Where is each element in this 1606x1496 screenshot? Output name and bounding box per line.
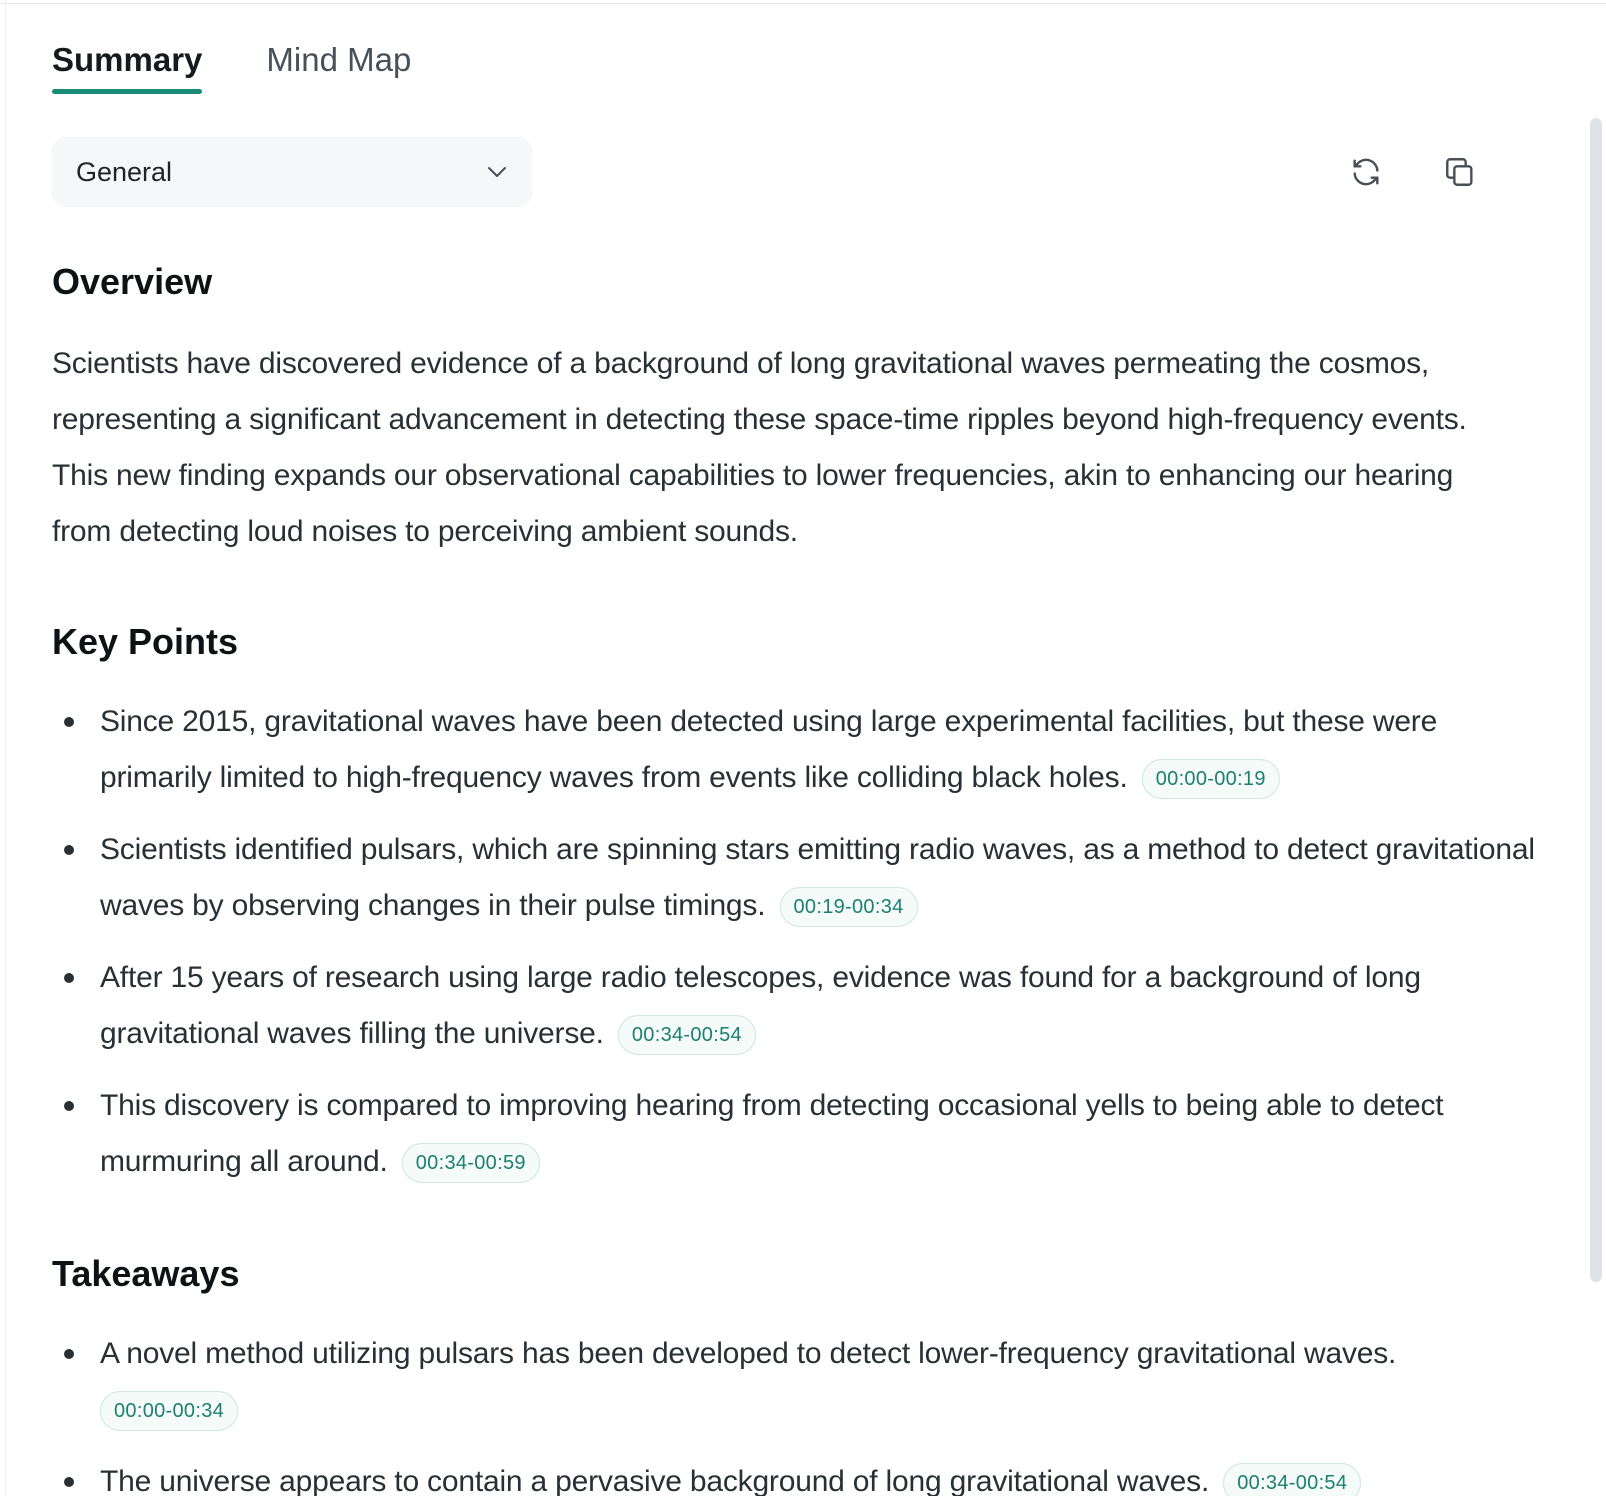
- key-point-item: [52, 822, 1542, 934]
- takeaway-text: The universe appears to contain a pervasive background of long gravitational waves.: [100, 1465, 1210, 1496]
- tab-summary[interactable]: Summary: [52, 36, 202, 96]
- regenerate-button[interactable]: [1346, 152, 1386, 192]
- bullet-icon: [64, 973, 74, 983]
- bullet-icon: [64, 845, 74, 855]
- takeaways-list: [52, 1326, 1542, 1496]
- bullet-icon: [64, 1101, 74, 1111]
- copy-icon: [1443, 155, 1477, 189]
- key-point-item: [52, 694, 1542, 806]
- takeaway-item: [52, 1326, 1542, 1438]
- key-point-text: Scientists identified pulsars, which are spinning stars emitting radio waves, as a method to detect gravitational waves by observing changes in their pulse timings.: [100, 833, 1535, 922]
- top-divider: [0, 0, 1606, 4]
- timestamp-chip[interactable]: 00:34-00:59: [402, 1143, 540, 1183]
- scrollbar-thumb[interactable]: [1590, 118, 1602, 1282]
- summary-type-select[interactable]: [52, 137, 532, 207]
- refresh-icon: [1349, 155, 1383, 189]
- key-point-text: This discovery is compared to improving hearing from detecting occasional yells to being able to detect murmuring all around.: [100, 1089, 1444, 1178]
- overview-heading: Overview: [52, 261, 213, 302]
- bullet-icon: [64, 1477, 74, 1487]
- key-point-text: After 15 years of research using large radio telescopes, evidence was found for a background of long gravitational waves filling the universe.: [100, 961, 1421, 1050]
- takeaways-heading: Takeaways: [52, 1253, 240, 1294]
- chevron-down-icon: [486, 161, 508, 183]
- tab-bar: [52, 36, 411, 98]
- key-point-text: Since 2015, gravitational waves have been detected using large experimental facilities, but these were primarily limited to high-frequency waves from events like colliding black holes.: [100, 705, 1438, 794]
- timestamp-chip[interactable]: 00:19-00:34: [780, 887, 918, 927]
- bullet-icon: [64, 717, 74, 727]
- overview-text: Scientists have discovered evidence of a background of long gravitational waves permeating the cosmos, representing a significant advancement in detecting these space-time ripples beyond high-frequency events. This new finding expands our observational capabilities to lower frequencies, akin to enhancing our hearing from detecting loud noises to perceiving ambient sounds.: [52, 347, 1467, 548]
- timestamp-chip[interactable]: 00:34-00:54: [1223, 1463, 1361, 1496]
- key-points-heading: Key Points: [52, 621, 239, 662]
- timestamp-chip[interactable]: 00:00-00:34: [100, 1391, 238, 1431]
- timestamp-chip[interactable]: 00:34-00:54: [618, 1015, 756, 1055]
- left-divider: [5, 0, 6, 1496]
- key-points-list: [52, 694, 1542, 1206]
- timestamp-chip[interactable]: 00:00-00:19: [1142, 759, 1280, 799]
- copy-button[interactable]: [1440, 152, 1480, 192]
- tab-mind-map[interactable]: Mind Map: [266, 41, 412, 78]
- key-point-item: [52, 1078, 1542, 1190]
- takeaway-item: [52, 1454, 1542, 1496]
- key-point-item: [52, 950, 1542, 1062]
- takeaway-text: A novel method utilizing pulsars has been developed to detect lower-frequency gravitational waves.: [100, 1337, 1397, 1370]
- summary-type-value: General: [76, 156, 173, 187]
- bullet-icon: [64, 1349, 74, 1359]
